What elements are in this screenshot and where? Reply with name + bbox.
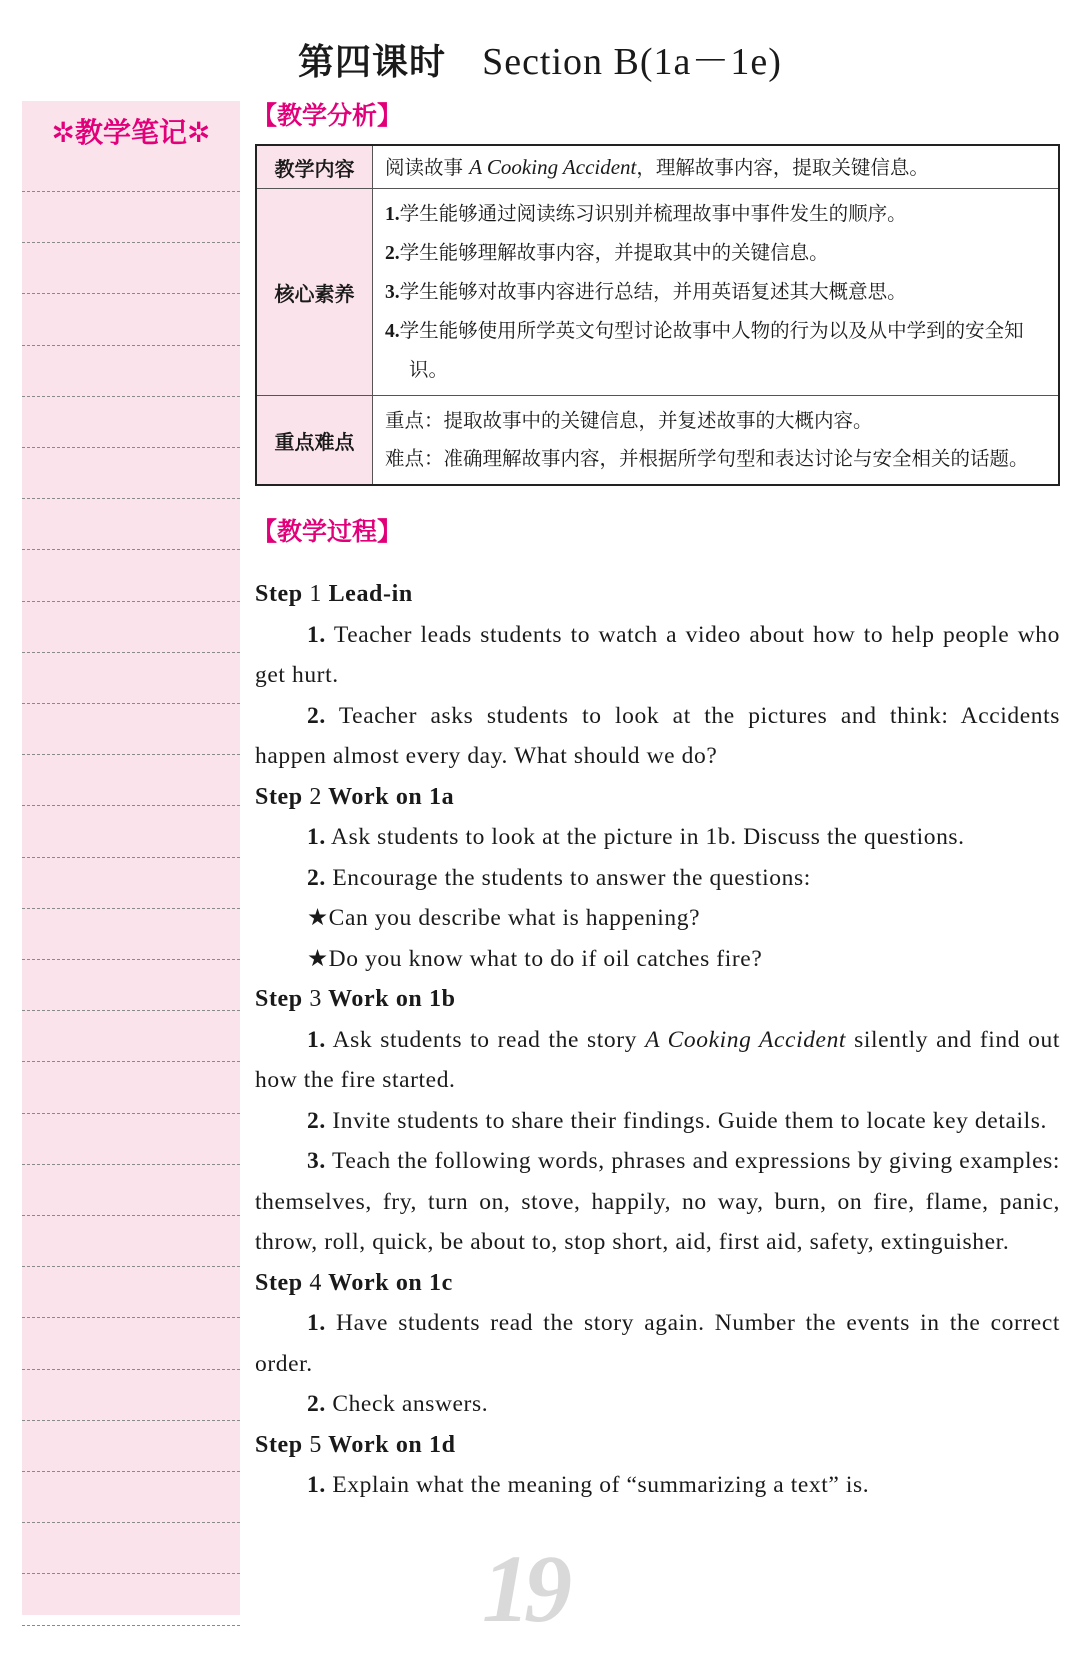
list-item: 重点：提取故事中的关键信息，并复述故事的大概内容。: [385, 409, 873, 432]
note-line: [22, 1317, 240, 1318]
section-label: Section B(1a－1e): [482, 41, 782, 83]
analysis-table: [255, 144, 1060, 486]
page-title: [0, 30, 1080, 85]
note-line: [22, 959, 240, 960]
note-line: [22, 1164, 240, 1165]
paragraph: 1. Have students read the story again. Number the events in the correct order.: [255, 1310, 1060, 1377]
paragraph: 1. Ask students to look at the picture in 1b. Discuss the questions.: [307, 824, 965, 850]
step-heading: Step 3 Work on 1b: [255, 986, 456, 1012]
note-line: [22, 857, 240, 858]
question-item: ★Can you describe what is happening?: [307, 905, 701, 931]
focus-label: 重点难点: [256, 396, 373, 486]
focus-list: [373, 396, 1060, 486]
list-item: 2.学生能够理解故事内容，并提取其中的关键信息。: [385, 241, 829, 264]
content-value: 阅读故事 A Cooking Accident，理解故事内容，提取关键信息。: [373, 145, 1060, 189]
paragraph: 2. Teacher asks students to look at the pictures and think: Accidents happen almost every day. What should we do?: [255, 702, 1060, 769]
note-line: [22, 652, 240, 653]
note-line: [22, 396, 240, 397]
core-label: 核心素养: [256, 189, 373, 396]
page-number: 19: [482, 1535, 566, 1642]
notes-title: ✲教学笔记✲: [51, 116, 211, 149]
note-line: [22, 754, 240, 755]
core-list: [373, 189, 1060, 396]
note-line: [22, 549, 240, 550]
analysis-heading: 【教学分析】: [252, 101, 403, 130]
process-heading: 【教学过程】: [252, 517, 403, 546]
note-line: [22, 1266, 240, 1267]
content-label: 教学内容: [256, 145, 373, 189]
note-line: [22, 345, 240, 346]
note-line: [22, 805, 240, 806]
table-row: [256, 145, 1059, 189]
paragraph: 2. Invite students to share their findings. Guide them to locate key details.: [307, 1107, 1047, 1134]
note-line: [22, 1420, 240, 1421]
list-item: 1.学生能够通过阅读练习识别并梳理故事中事件发生的顺序。: [385, 202, 907, 225]
list-item: 难点：准确理解故事内容，并根据所学句型和表达讨论与安全相关的话题。: [385, 447, 1029, 470]
note-line: [22, 908, 240, 909]
note-line: [22, 1573, 240, 1574]
list-item: 4.学生能够使用所学英文句型讨论故事中人物的行为以及从中学到的安全知识。: [385, 319, 1024, 381]
note-line: [22, 601, 240, 602]
step-heading: Step 2 Work on 1a: [255, 783, 455, 810]
question-item: ★Do you know what to do if oil catches fire?: [307, 945, 763, 972]
note-line: [22, 1113, 240, 1114]
note-line: [22, 1625, 240, 1626]
note-line: [22, 1369, 240, 1370]
paragraph: 2. Check answers.: [307, 1391, 489, 1417]
paragraph: 3. Teach the following words, phrases and expressions by giving examples: themselves, fry, turn on, stove, happily, no way, burn, on fire, flame, panic, throw, roll, quick, be about to, stop short, aid, first aid, safety, extinguisher.: [255, 1148, 1060, 1255]
notes-lines: [22, 191, 240, 1611]
note-line: [22, 191, 240, 192]
note-line: [22, 1061, 240, 1062]
paragraph: 1. Explain what the meaning of “summarizing a text” is.: [307, 1472, 870, 1498]
table-row: [256, 396, 1059, 486]
note-line: [22, 498, 240, 499]
step-heading: Step 5 Work on 1d: [255, 1431, 456, 1458]
step-heading: Step 4 Work on 1c: [255, 1269, 453, 1296]
list-item: 3.学生能够对故事内容进行总结，并用英语复述其大概意思。: [385, 280, 907, 303]
paragraph: 1. Teacher leads students to watch a video about how to help people who get hurt.: [255, 621, 1060, 688]
paragraph: 2. Encourage the students to answer the questions:: [307, 864, 811, 891]
paragraph: 1. Ask students to read the story A Cooking Accident silently and find out how the fire started.: [255, 1026, 1060, 1093]
lesson-label: 第四课时: [298, 42, 447, 83]
note-line: [22, 1215, 240, 1216]
note-line: [22, 242, 240, 243]
note-line: [22, 1522, 240, 1523]
process-body: [255, 574, 1060, 1506]
note-line: [22, 1010, 240, 1011]
note-line: [22, 1471, 240, 1472]
table-row: [256, 189, 1059, 396]
step-heading: Step 1 Lead-in: [255, 581, 413, 607]
note-line: [22, 703, 240, 704]
note-line: [22, 447, 240, 448]
note-line: [22, 293, 240, 294]
notes-panel: [22, 101, 240, 1615]
